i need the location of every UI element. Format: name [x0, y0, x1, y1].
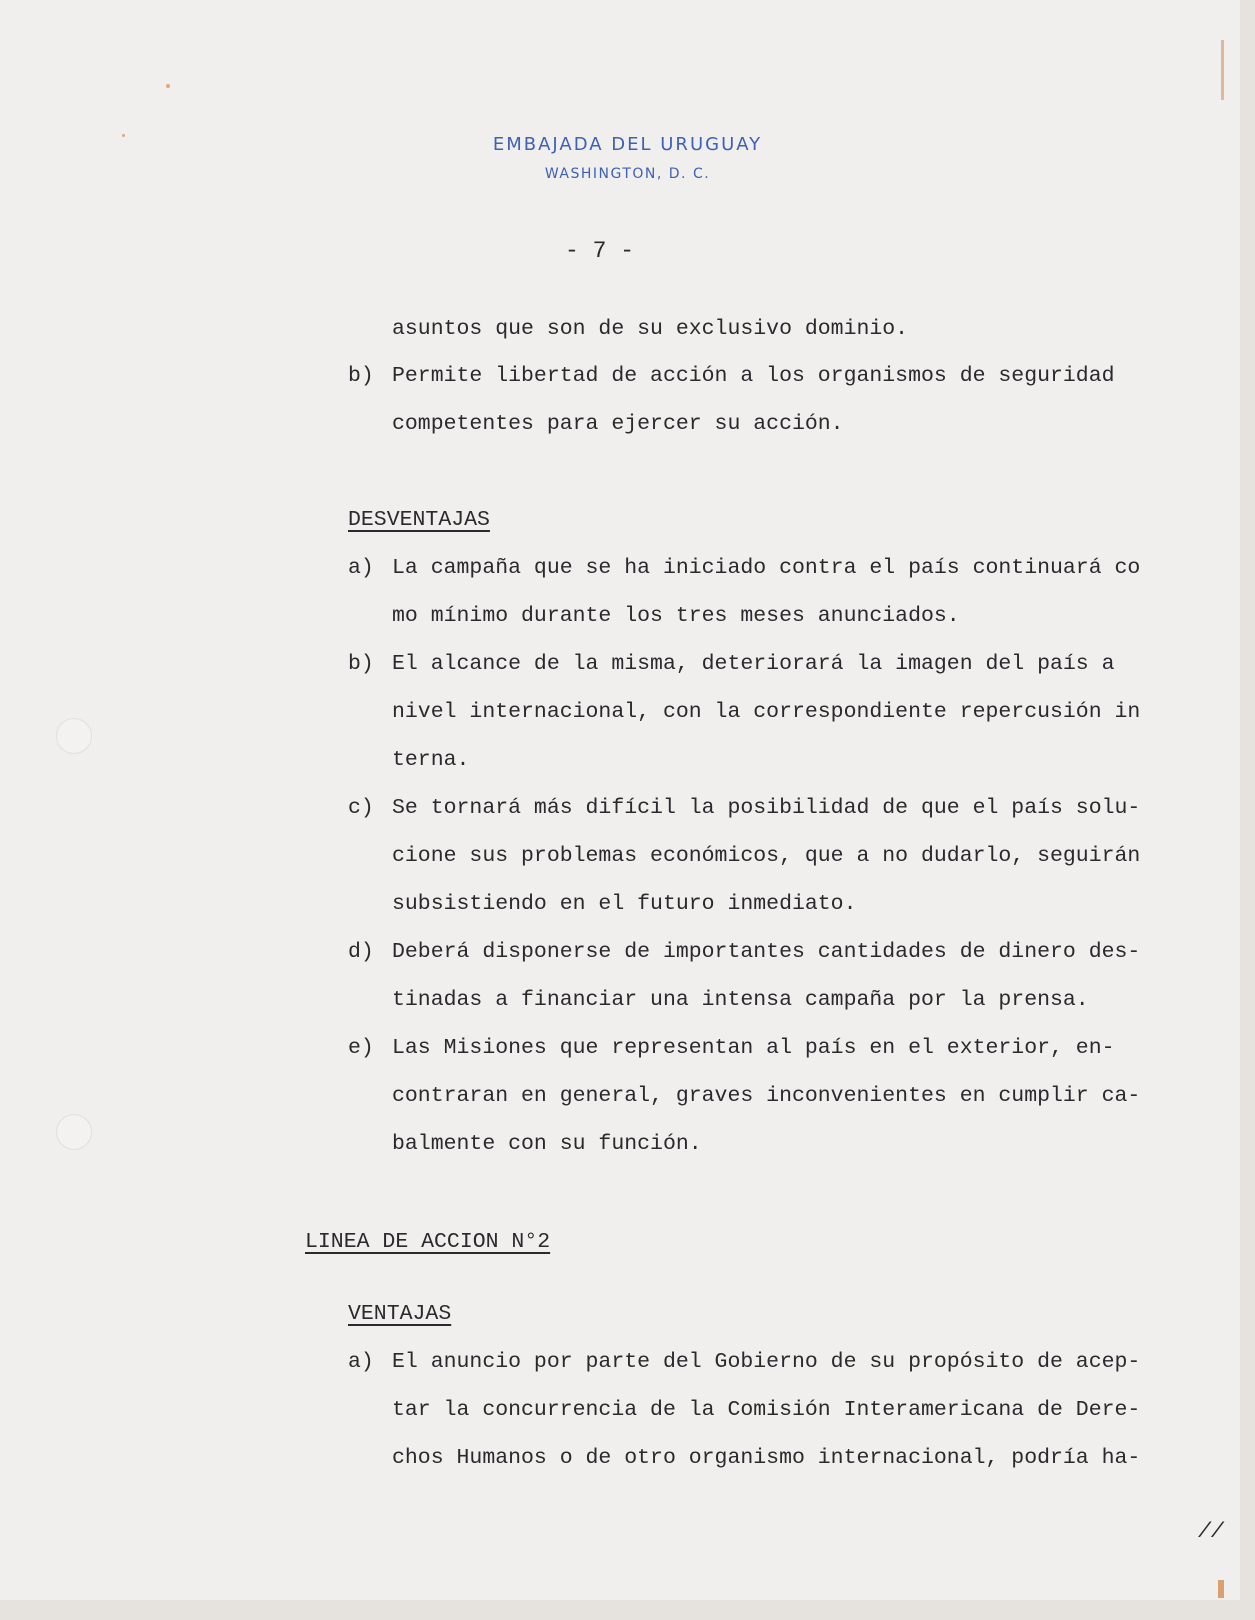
text-line: Permite libertad de acción a los organismos de seguridad: [392, 364, 1115, 388]
text-line: contraran en general, graves inconvenientes en cumplir ca-: [392, 1084, 1141, 1108]
text-line: terna.: [392, 748, 470, 772]
list-marker: d): [348, 940, 374, 964]
list-marker: a): [348, 1350, 374, 1374]
page-number: - 7 -: [565, 238, 635, 264]
text-line: tinadas a financiar una intensa campaña por la prensa.: [392, 988, 1089, 1012]
paper-speck: [166, 84, 170, 88]
text-line: Se tornará más difícil la posibilidad de que el país solu-: [392, 796, 1141, 820]
punch-hole: [56, 1114, 92, 1150]
text-line: El anuncio por parte del Gobierno de su propósito de acep-: [392, 1350, 1141, 1374]
text-line: cione sus problemas económicos, que a no dudarlo, seguirán: [392, 844, 1141, 868]
list-marker: b): [348, 364, 374, 388]
letterhead-title: EMBAJADA DEL URUGUAY: [492, 134, 763, 155]
letterhead-subtitle: WASHINGTON, D. C.: [544, 166, 711, 182]
page-edge-mark: [1218, 1580, 1224, 1598]
punch-hole: [56, 718, 92, 754]
section-heading-desventajas: DESVENTAJAS: [348, 508, 490, 532]
continuation-mark: //: [1198, 1520, 1224, 1544]
list-marker: c): [348, 796, 374, 820]
section-heading-linea-accion: LINEA DE ACCION N°2: [305, 1230, 551, 1254]
text-line: balmente con su función.: [392, 1132, 702, 1156]
page-edge-mark: [1221, 40, 1224, 100]
text-line: competentes para ejercer su acción.: [392, 412, 844, 436]
list-marker: e): [348, 1036, 374, 1060]
text-line: asuntos que son de su exclusivo dominio.: [392, 317, 909, 341]
text-line: Las Misiones que representan al país en el exterior, en-: [392, 1036, 1115, 1060]
text-line: tar la concurrencia de la Comisión Interamericana de Dere-: [392, 1398, 1141, 1422]
list-marker: b): [348, 652, 374, 676]
text-line: El alcance de la misma, deteriorará la imagen del país a: [392, 652, 1115, 676]
text-line: La campaña que se ha iniciado contra el país continuará co: [392, 556, 1141, 580]
list-marker: a): [348, 556, 374, 580]
text-line: subsistiendo en el futuro inmediato.: [392, 892, 857, 916]
section-heading-ventajas: VENTAJAS: [348, 1302, 452, 1326]
text-line: Deberá disponerse de importantes cantidades de dinero des-: [392, 940, 1141, 964]
text-line: chos Humanos o de otro organismo internacional, podría ha-: [392, 1446, 1141, 1470]
text-line: mo mínimo durante los tres meses anunciados.: [392, 604, 960, 628]
text-line: nivel internacional, con la correspondiente repercusión in: [392, 700, 1141, 724]
